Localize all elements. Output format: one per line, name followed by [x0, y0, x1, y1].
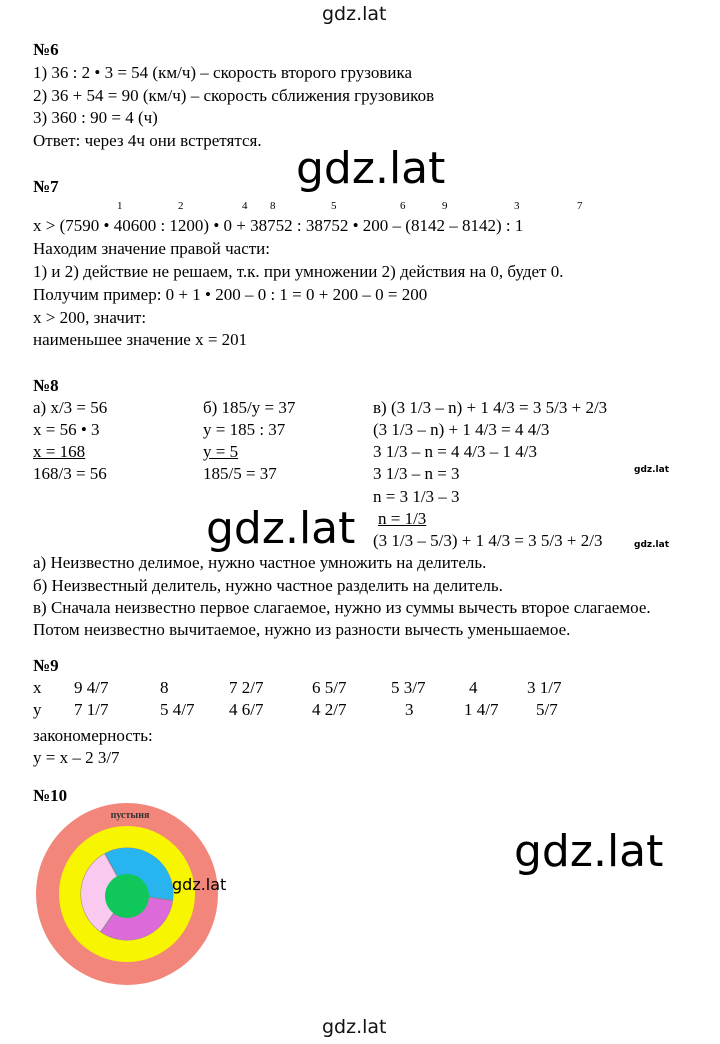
watermark-large-2: gdz.lat	[206, 503, 356, 554]
task7-line-1: Находим значение правой части:	[33, 239, 270, 258]
task9-x-value-2: 8	[160, 678, 169, 697]
task7-heading: №7	[33, 177, 59, 196]
task9-x-value-5: 5 3/7	[391, 678, 426, 697]
task9-heading: №9	[33, 656, 59, 675]
task9-x-label: x	[33, 678, 42, 697]
task8-b-result: y = 5	[203, 442, 239, 461]
task8-note-b: б) Неизвестный делитель, нужно частное разделить на делитель.	[33, 576, 503, 595]
task8-a-line-1: а) x/3 = 56	[33, 398, 108, 417]
task9-x-value-6: 4	[469, 678, 478, 697]
task8-c-line-4: 3 1/3 – n = 3	[373, 464, 460, 483]
task8-b-check: 185/5 = 37	[203, 464, 277, 483]
task6-line-3: 3) 360 : 90 = 4 (ч)	[33, 108, 158, 127]
order-mark-3: 4	[242, 200, 248, 212]
task6-line-1: 1) 36 : 2 • 3 = 54 (км/ч) – скорость второго грузовика	[33, 63, 413, 82]
task6-heading: №6	[33, 40, 59, 59]
task8-c-line-2: (3 1/3 – n) + 1 4/3 = 4 4/3	[373, 420, 550, 439]
task8-note-a: а) Неизвестно делимое, нужно частное умножить на делитель.	[33, 553, 487, 572]
task8-c-line-3: 3 1/3 – n = 4 4/3 – 1 4/3	[373, 442, 538, 461]
task7-line-2: 1) и 2) действие не решаем, т.к. при умножении 2) действия на 0, будет 0.	[33, 262, 564, 281]
task9-x-value-4: 6 5/7	[312, 678, 347, 697]
order-mark-1: 1	[117, 200, 123, 212]
watermark-bottom: gdz.lat	[322, 1016, 387, 1038]
task8-c-check: (3 1/3 – 5/3) + 1 4/3 = 3 5/3 + 2/3	[373, 531, 603, 550]
watermark-large-3: gdz.lat	[514, 826, 664, 877]
task8-a-line-2: x = 56 • 3	[33, 420, 100, 439]
task9-y-value-6: 1 4/7	[464, 700, 499, 719]
task8-note-c2: Потом неизвестно вычитаемое, нужно из разности вычесть уменьшаемое.	[33, 620, 571, 639]
task10-heading: №10	[33, 786, 68, 805]
task7-answer: наименьшее значение x = 201	[33, 330, 248, 349]
task9-y-value-1: 7 1/7	[74, 700, 109, 719]
task7-expression: x > (7590 • 40600 : 1200) • 0 + 38752 : 38752 • 200 – (8142 – 8142) : 1	[33, 216, 524, 235]
order-mark-4: 8	[270, 200, 276, 212]
task6-line-2: 2) 36 + 54 = 90 (км/ч) – скорость сближения грузовиков	[33, 86, 435, 105]
task9-y-value-2: 5 4/7	[160, 700, 195, 719]
green-center	[105, 874, 149, 918]
task8-c-line-5: n = 3 1/3 – 3	[373, 487, 460, 506]
task9-x-value-7: 3 1/7	[527, 678, 562, 697]
task9-x-value-3: 7 2/7	[229, 678, 264, 697]
task9-y-value-3: 4 6/7	[229, 700, 264, 719]
task8-a-check: 168/3 = 56	[33, 464, 107, 483]
task7-line-3: Получим пример: 0 + 1 • 200 – 0 : 1 = 0 + 200 – 0 = 200	[33, 285, 428, 304]
task9-y-value-7: 5/7	[536, 700, 558, 719]
task8-note-c1: в) Сначала неизвестно первое слагаемое, нужно из суммы вычесть второе слагаемое.	[33, 598, 651, 617]
watermark-small-2: gdz.lat	[634, 540, 670, 550]
task6-answer: Ответ: через 4ч они встретятся.	[33, 131, 262, 150]
task9-pattern-label: закономерность:	[33, 726, 153, 745]
task8-b-line-2: y = 185 : 37	[203, 420, 286, 439]
task8-c-result: n = 1/3	[378, 509, 427, 528]
watermark-diagram: gdz.lat	[172, 875, 227, 894]
order-mark-5: 5	[331, 200, 337, 212]
task9-formula: y = x – 2 3/7	[33, 748, 120, 767]
order-mark-6: 6	[400, 200, 406, 212]
task9-x-value-1: 9 4/7	[74, 678, 109, 697]
task7-line-4: x > 200, значит:	[33, 308, 147, 327]
watermark-top: gdz.lat	[322, 3, 387, 25]
outer-ring-label: пустыня	[110, 810, 150, 821]
watermark-small-1: gdz.lat	[634, 465, 670, 475]
order-mark-7: 9	[442, 200, 448, 212]
order-mark-2: 2	[178, 200, 184, 212]
task9-y-value-5: 3	[405, 700, 414, 719]
task8-heading: №8	[33, 376, 59, 395]
task9-y-value-4: 4 2/7	[312, 700, 347, 719]
order-mark-8: 3	[514, 200, 520, 212]
watermark-large-1: gdz.lat	[296, 143, 446, 194]
task8-a-result: x = 168	[33, 442, 86, 461]
task8-b-line-1: б) 185/y = 37	[203, 398, 296, 417]
task9-y-label: y	[33, 700, 42, 719]
order-mark-9: 7	[577, 200, 583, 212]
task8-c-line-1: в) (3 1/3 – n) + 1 4/3 = 3 5/3 + 2/3	[373, 398, 608, 417]
